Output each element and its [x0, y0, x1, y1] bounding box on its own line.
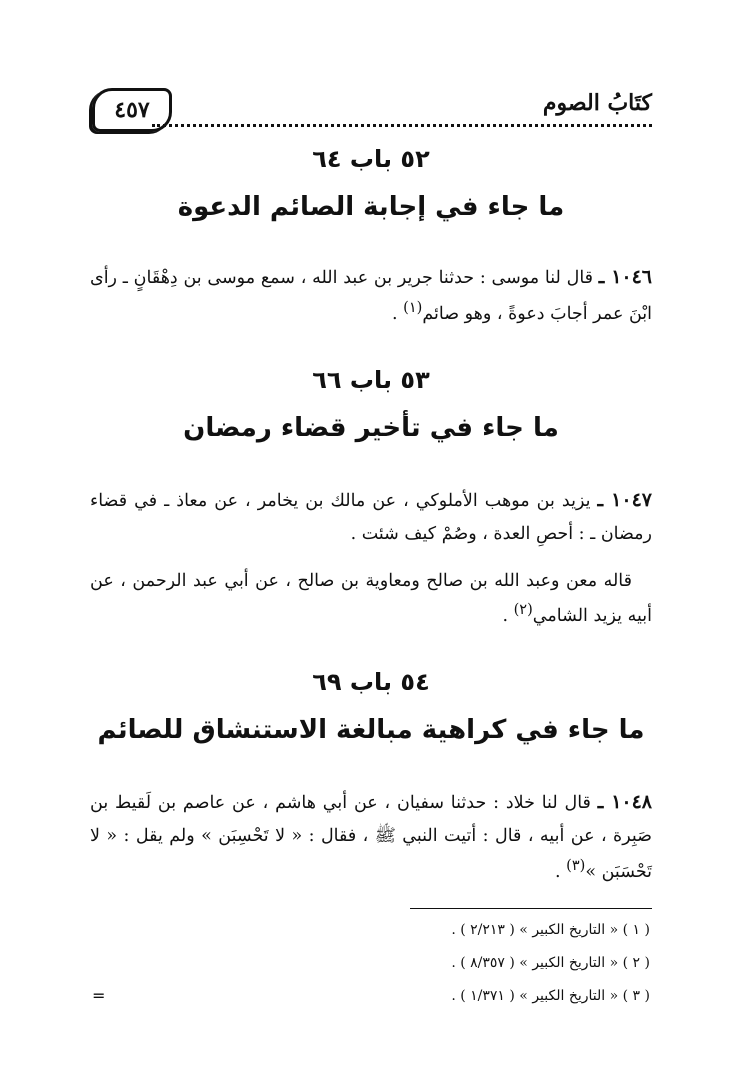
- header-rule: [152, 124, 652, 127]
- chapter-number-heading: ٥٣ باب ٦٦: [312, 366, 430, 394]
- chapter-title-heading: ما جاء في تأخير قضاء رمضان: [183, 413, 559, 443]
- hadith-number: ١٠٤٦ ـ: [598, 266, 653, 288]
- chapter-number-heading: ٥٤ باب ٦٩: [312, 668, 430, 696]
- hadith-paragraph: ١٠٤٦ ـ قال لنا موسى : حدثنا جرير بن عبد الله ، سمع موسى بن دِهْقَانٍ ـ رأى ابْنَ عمر أجابَ دعوةً ، وهو صائم$^{(١)}$ .: [90, 266, 653, 324]
- footnote: ( ٣ ) « التاريخ الكبير » ( ١/٣٧١ ) .: [451, 988, 650, 1004]
- margin-mark: =: [92, 986, 106, 1005]
- hadith-text: قال لنا موسى : حدثنا جرير بن عبد الله ، سمع موسى بن دِهْقَانٍ ـ رأى ابْنَ عمر أجابَ دعوةً ، وهو صائم: [90, 268, 652, 324]
- running-title: كتَابُ الصوم: [542, 90, 652, 116]
- hadith-paragraph: [90, 483, 652, 551]
- hadith-paragraph: ١٠٤٨ ـ قال لنا خلاد : حدثنا سفيان ، عن أبي هاشم ، عن عاصم بن لَقيط بن صَبِرة ، عن أبيه ، قال : أتيت النبي ﷺ ، فقال : « لا تَحْسِبَن » ولم يقل : « لا تَحْسَبَن »$^{(٣)}$ .: [90, 791, 653, 882]
- footnote-ref: (٢): [513, 601, 533, 619]
- hadith-paragraph: قاله معن وعبد الله بن صالح ومعاوية بن صالح ، عن أبي عبد الرحمن ، عن أبيه يزيد الشامي$^{(٢)}$ .: [90, 571, 652, 627]
- footnote-ref: (١): [403, 299, 423, 317]
- chapter-title-heading: ما جاء في كراهية مبالغة الاستنشاق للصائم: [97, 715, 645, 745]
- chapter-title-heading: ما جاء في إجابة الصائم الدعوة: [177, 192, 565, 222]
- hadith-text: قاله معن وعبد الله بن صالح ومعاوية بن صالح ، عن أبي عبد الرحمن ، عن أبيه يزيد الشامي: [90, 571, 652, 627]
- footnote-ref: (٣): [566, 856, 586, 874]
- chapter-number-heading: ٥٢ باب ٦٤: [312, 145, 430, 173]
- hadith-number: ١٠٤٧ ـ: [597, 489, 652, 511]
- page-number: ٤٥٧: [114, 97, 150, 123]
- hadith-number: ١٠٤٨ ـ: [597, 791, 653, 813]
- hadith-text: يزيد بن موهب الأملوكي ، عن مالك بن يخامر ، عن معاذ ـ في قضاء رمضان ـ : أحصِ العدة ، وصُمْ كيف شئت .: [90, 491, 652, 545]
- footnote: ( ١ ) « التاريخ الكبير » ( ٢/٢١٣ ) .: [451, 922, 650, 938]
- hadith-text: قال لنا خلاد : حدثنا سفيان ، عن أبي هاشم ، عن عاصم بن لَقيط بن صَبِرة ، عن أبيه ، قال : أتيت النبي ﷺ ، فقال : « لا تَحْسِبَن » ولم يقل : « لا تَحْسَبَن »: [90, 793, 652, 882]
- footnote-rule: [410, 908, 652, 909]
- footnote: ( ٢ ) « التاريخ الكبير » ( ٨/٣٥٧ ) .: [451, 955, 650, 971]
